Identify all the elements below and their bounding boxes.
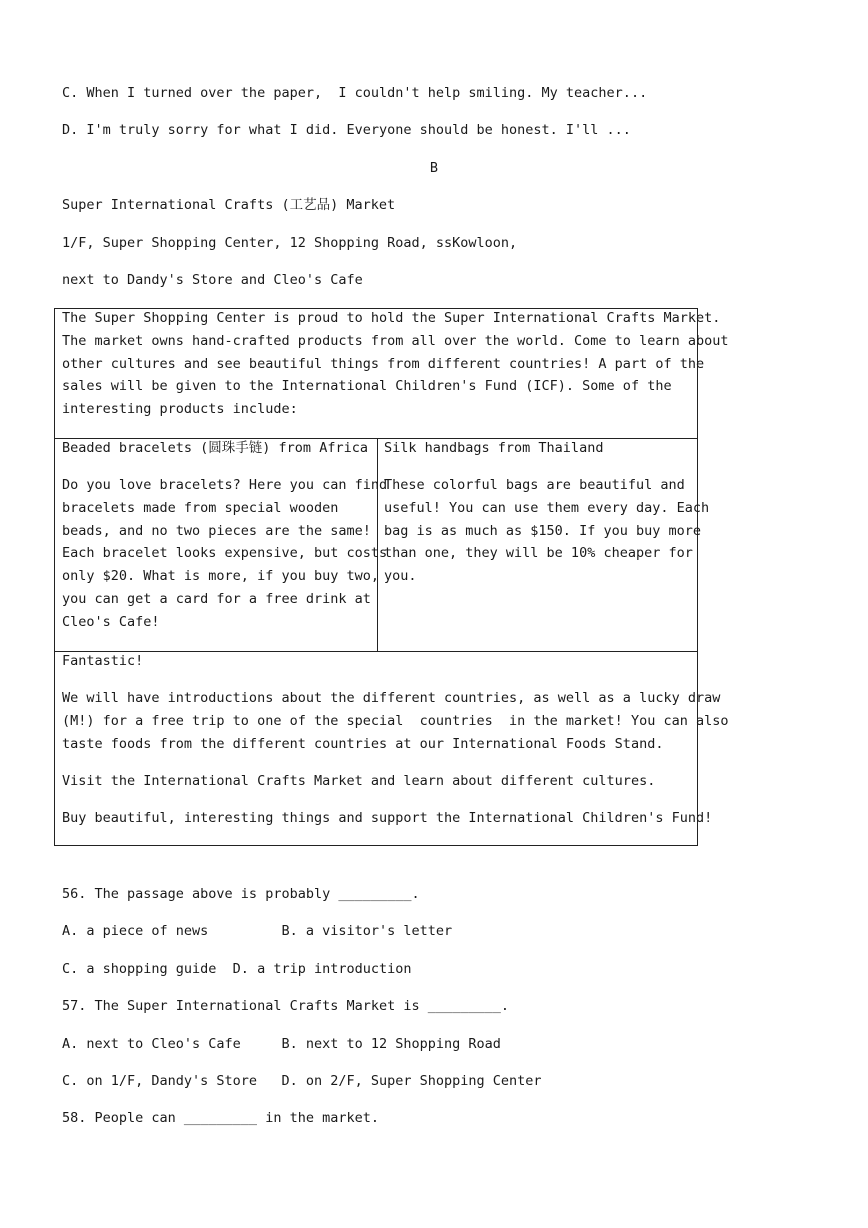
intro-line: The market owns hand-crafted products from all over the world. Come to learn about [62, 332, 729, 349]
ad-title: Super International Crafts (工艺品) Market [62, 197, 396, 213]
question-56-options-cd: C. a shopping guide D. a trip introduction [62, 961, 412, 977]
handbags-line: than one, they will be 10% cheaper for [384, 545, 693, 562]
buy-line [62, 807, 713, 830]
fantastic-title [62, 650, 694, 673]
events-paragraph [62, 687, 729, 755]
handbags-line: you. [384, 568, 417, 585]
events-line: We will have introductions about the different countries, as well as a lucky draw [62, 690, 721, 706]
ad-box [54, 308, 729, 846]
visit-text: Visit the International Crafts Market and learn about different cultures. [62, 773, 656, 789]
question-57-stem: 57. The Super International Crafts Market is _________. [62, 998, 510, 1014]
handbags-cell [384, 437, 696, 460]
bracelets-cell [62, 437, 374, 460]
prev-option-d: D. I'm truly sorry for what I did. Everyone should be honest. I'll ... [62, 122, 631, 138]
intro-paragraph [62, 307, 729, 421]
bracelets-title: Beaded bracelets (圆珠手链) from Africa [62, 440, 368, 456]
intro-line: other cultures and see beautiful things from different countries! A part of the [62, 355, 705, 372]
bracelets-description [62, 474, 388, 634]
events-line: (M!) for a free trip to one of the special countries in the market! You can also [62, 712, 729, 729]
bracelets-line: Do you love bracelets? Here you can find [62, 477, 388, 493]
question-58-stem: 58. People can _________ in the market. [62, 1110, 379, 1126]
intro-line: interesting products include: [62, 401, 298, 418]
handbags-line: bag is as much as $150. If you buy more [384, 522, 701, 539]
buy-text: Buy beautiful, interesting things and support the International Children's Fund! [62, 810, 713, 826]
question-56-stem: 56. The passage above is probably _________. [62, 886, 420, 902]
bracelets-line: only $20. What is more, if you buy two, [62, 568, 379, 585]
question-56-options-ab: A. a piece of news B. a visitor's letter [62, 923, 453, 939]
handbags-title: Silk handbags from Thailand [384, 440, 604, 456]
bracelets-line: Each bracelet looks expensive, but costs [62, 545, 388, 562]
bracelets-line: beads, and no two pieces are the same! [62, 522, 371, 539]
intro-line: The Super Shopping Center is proud to hold the Super International Crafts Market. [62, 310, 721, 326]
ad-address: 1/F, Super Shopping Center, 12 Shopping Road, ssKowloon, [62, 235, 518, 251]
question-57-options-cd: C. on 1/F, Dandy's Store D. on 2/F, Super Shopping Center [62, 1073, 542, 1089]
question-57-options-ab: A. next to Cleo's Cafe B. next to 12 Shopping Road [62, 1036, 501, 1052]
events-line: taste foods from the different countries at our International Foods Stand. [62, 735, 664, 752]
section-label: B [429, 160, 439, 176]
ad-location: next to Dandy's Store and Cleo's Cafe [62, 272, 363, 288]
bracelets-line: bracelets made from special wooden [62, 499, 339, 516]
intro-line: sales will be given to the International Children's Fund (ICF). Some of the [62, 378, 672, 395]
bracelets-line: Cleo's Cafe! [62, 613, 160, 630]
fantastic-heading: Fantastic! [62, 653, 144, 669]
handbags-description [384, 474, 710, 588]
bracelets-line: you can get a card for a free drink at [62, 590, 371, 607]
visit-line [62, 770, 694, 793]
handbags-line: These colorful bags are beautiful and [384, 477, 685, 493]
prev-option-c: C. When I turned over the paper, I couldn't help smiling. My teacher... [62, 85, 648, 101]
handbags-line: useful! You can use them every day. Each [384, 499, 710, 516]
